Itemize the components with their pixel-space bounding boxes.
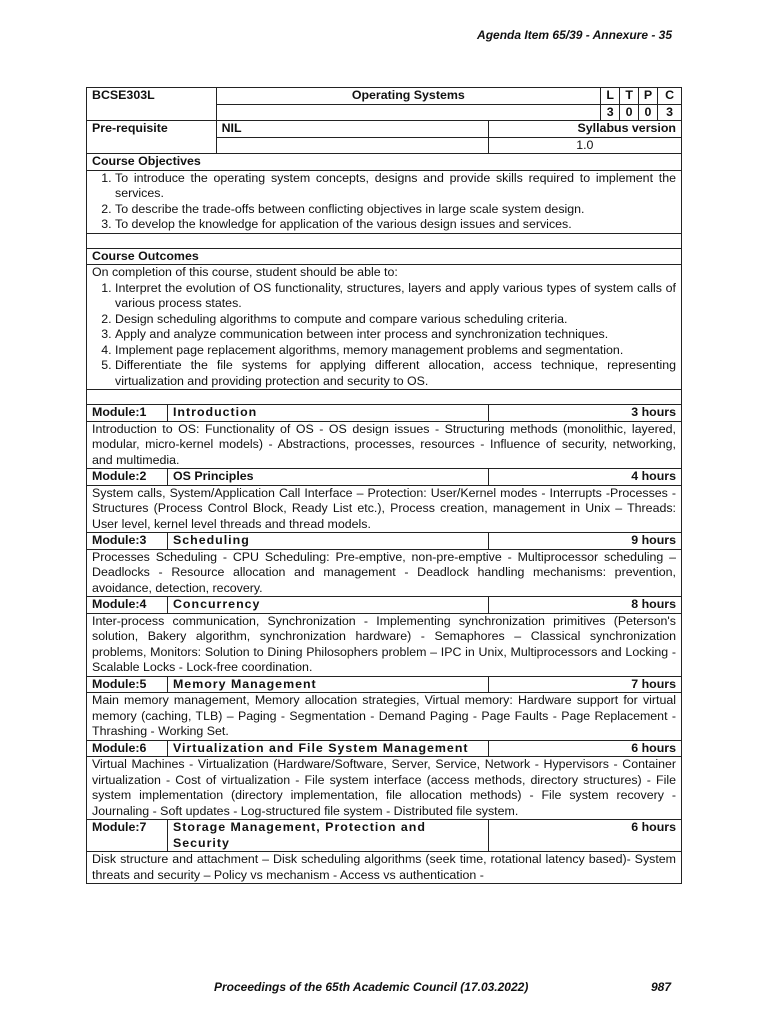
ltpc-l-value: 3 <box>600 104 619 121</box>
spacer-row <box>87 233 682 248</box>
objective-item: 2. To describe the trade-offs between conflicting objectives in large scale system design. <box>115 202 676 218</box>
module-hours: 9 hours <box>488 533 681 550</box>
module-content: Processes Scheduling - CPU Scheduling: Pre-emptive, non-pre-emptive - Multiprocessor scheduling – Deadlocks - Resource allocation and management - Deadlock handling mechanisms: prevention, avoidance, detection, recovery. <box>87 549 682 597</box>
ltpc-p-value: 0 <box>638 104 657 121</box>
outcomes-list <box>92 281 676 390</box>
objective-item: 1. To introduce the operating system concepts, designs and provide skills required to implement the services. <box>115 171 676 202</box>
outcome-item: 1. Interpret the evolution of OS functionality, structures, layers and apply various types of system calls of various process states. <box>115 281 676 312</box>
module-hours: 8 hours <box>488 597 681 614</box>
outcome-item: 5. Differentiate the file systems for applying different allocation, access technique, representing virtualization and providing protection and security to OS. <box>115 358 676 389</box>
prerequisite-label: Pre-requisite <box>87 121 217 154</box>
module-hours: 6 hours <box>488 740 681 757</box>
syllabus-version-label: Syllabus version <box>488 121 681 138</box>
module-title: Concurrency <box>167 597 488 614</box>
proceedings-footer: Proceedings of the 65th Academic Council (17.03.2022) <box>214 980 529 994</box>
outcome-item: 4. Implement page replacement algorithms, memory management problems and segmentation. <box>115 343 676 359</box>
module-label: Module:2 <box>87 469 168 486</box>
module-title: Introduction <box>167 405 488 422</box>
module-content: Virtual Machines - Virtualization (Hardware/Software, Server, Service, Network - Hypervisors - Container virtualization - Cost of virtualization - File system interface (access methods, directory structures) - File system implementation (directory implementation, file allocation methods) - File system recovery - Journaling - Soft updates - Log-structured file system - Distributed file system. <box>87 757 682 820</box>
module-title: Scheduling <box>167 533 488 550</box>
course-title-blank <box>216 104 600 121</box>
module-label: Module:6 <box>87 740 168 757</box>
ltpc-c-header: C <box>658 88 682 105</box>
prerequisite-blank <box>216 137 488 154</box>
module-title: OS Principles <box>167 469 488 486</box>
module-content: System calls, System/Application Call Interface – Protection: User/Kernel modes - Interrupts -Processes - Structures (Process Control Block, Ready List etc.), Process creation, management in Unix – Threads: User level, kernel level threads and thread models. <box>87 485 682 533</box>
objective-item: 3. To develop the knowledge for application of the various design issues and services. <box>115 217 676 233</box>
course-code: BCSE303L <box>87 88 217 121</box>
ltpc-t-value: 0 <box>620 104 638 121</box>
module-title: Virtualization and File System Management <box>167 740 488 757</box>
course-title: Operating Systems <box>216 88 600 105</box>
ltpc-t-header: T <box>620 88 638 105</box>
module-hours: 6 hours <box>488 820 681 852</box>
prerequisite-value: NIL <box>216 121 488 138</box>
agenda-header: Agenda Item 65/39 - Annexure - 35 <box>477 28 672 42</box>
objectives-list <box>92 171 676 233</box>
module-content: Disk structure and attachment – Disk scheduling algorithms (seek time, rotational latency based)- System threats and security – Policy vs mechanism - Access vs authentication - <box>87 852 682 884</box>
ltpc-c-value: 3 <box>658 104 682 121</box>
module-hours: 7 hours <box>488 676 681 693</box>
module-label: Module:4 <box>87 597 168 614</box>
module-content: Main memory management, Memory allocation strategies, Virtual memory: Hardware support for virtual memory (caching, TLB) – Paging - Segmentation - Demand Paging - Page Faults - Page Replacement -Thrashing - Working Set. <box>87 693 682 741</box>
module-content: Inter-process communication, Synchronization - Implementing synchronization primitives (Peterson's solution, Bakery algorithm, synchronization hardware) - Semaphores – Classical synchronization problems, Monitors: Solution to Dining Philosophers problem – IPC in Unix, Multiprocessors and Locking - Scalable Locks - Lock-free coordination. <box>87 613 682 676</box>
syllabus-table <box>86 87 682 884</box>
outcomes-heading: Course Outcomes <box>87 248 682 265</box>
module-hours: 3 hours <box>488 405 681 422</box>
page-number: 987 <box>650 980 671 994</box>
spacer-row <box>87 390 682 405</box>
objectives-body <box>87 170 682 233</box>
outcome-item: 2. Design scheduling algorithms to compute and compare various scheduling criteria. <box>115 312 676 328</box>
module-label: Module:5 <box>87 676 168 693</box>
ltpc-p-header: P <box>638 88 657 105</box>
outcomes-intro: On completion of this course, student should be able to: <box>92 265 398 279</box>
module-label: Module:3 <box>87 533 168 550</box>
module-title: Storage Management, Protection and Security <box>167 820 488 852</box>
module-hours: 4 hours <box>488 469 681 486</box>
outcome-item: 3. Apply and analyze communication between inter process and synchronization techniques. <box>115 327 676 343</box>
module-title: Memory Management <box>167 676 488 693</box>
syllabus-version-value: 1.0 <box>488 137 681 154</box>
ltpc-l-header: L <box>600 88 619 105</box>
module-content: Introduction to OS: Functionality of OS - OS design issues - Structuring methods (monolithic, layered, modular, micro-kernel models) - Abstractions, processes, resources - Influence of security, networking, and multimedia. <box>87 421 682 469</box>
module-label: Module:7 <box>87 820 168 852</box>
objectives-heading: Course Objectives <box>87 154 682 171</box>
outcomes-body <box>87 265 682 390</box>
module-label: Module:1 <box>87 405 168 422</box>
